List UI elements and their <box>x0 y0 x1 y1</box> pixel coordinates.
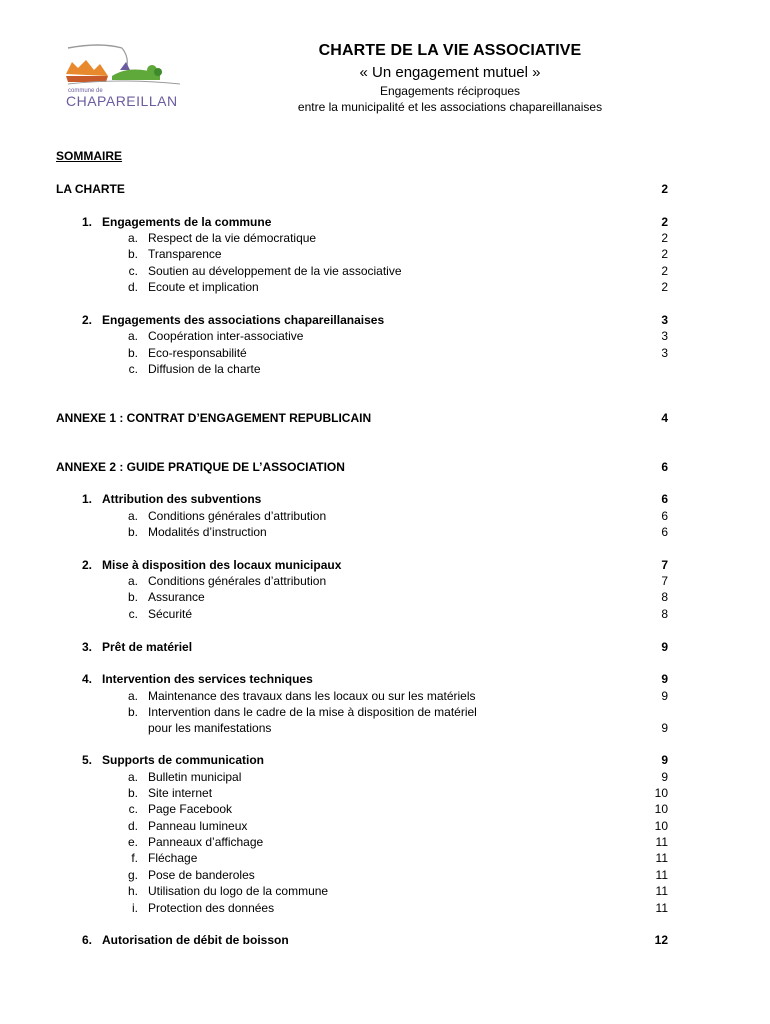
logo-name: CHAPAREILLAN <box>66 93 178 109</box>
toc-entry-label: Coopération inter-associative <box>148 329 304 343</box>
document-tagline-1: Engagements réciproques <box>379 84 521 98</box>
toc-entry <box>0 246 770 262</box>
toc-entry <box>0 459 770 475</box>
toc-entry-number: 5. <box>81 753 92 767</box>
toc-entry <box>0 720 770 736</box>
toc-entry <box>0 345 770 361</box>
document-title: CHARTE DE LA VIE ASSOCIATIVE <box>318 42 582 59</box>
toc-entry <box>0 573 770 589</box>
toc-entry-page: 6 <box>661 492 668 506</box>
toc-entry-page: 7 <box>661 558 668 572</box>
document-tagline-2: entre la municipalité et les associations chapareillanaises <box>297 100 603 114</box>
toc-entry <box>0 932 770 948</box>
toc-entry <box>0 867 770 883</box>
toc-entry-number: a. <box>127 231 138 245</box>
sommaire-heading: SOMMAIRE <box>56 149 122 163</box>
toc-entry-number: g. <box>127 868 138 882</box>
toc-entry-label: Respect de la vie démocratique <box>148 231 317 245</box>
toc-entry <box>0 639 770 655</box>
toc-entry <box>0 508 770 524</box>
toc-entry-label: Pose de banderoles <box>148 868 255 882</box>
toc-entry <box>0 410 770 426</box>
toc-entry <box>0 524 770 540</box>
toc-entry-page: 6 <box>661 460 668 474</box>
toc-entry-label: Prêt de matériel <box>102 640 193 654</box>
toc-entry-page: 3 <box>661 313 668 327</box>
toc-entry <box>0 883 770 899</box>
toc-entry <box>0 671 770 687</box>
toc-entry-number: 2. <box>81 558 92 572</box>
toc-entry-label: pour les manifestations <box>148 721 272 735</box>
toc-entry-page: 9 <box>661 753 668 767</box>
toc-entry <box>0 589 770 605</box>
toc-entry <box>0 214 770 230</box>
toc-entry-number: 1. <box>81 492 92 506</box>
toc-entry <box>0 491 770 507</box>
toc-entry-number: a. <box>127 770 138 784</box>
toc-entry-number: 6. <box>81 933 92 947</box>
toc-entry-label: Conditions générales d’attribution <box>148 574 327 588</box>
toc-entry-label: Diffusion de la charte <box>148 362 261 376</box>
toc-entry-page: 10 <box>654 802 668 816</box>
toc-entry-page: 8 <box>661 607 668 621</box>
toc-entry-page: 8 <box>661 590 668 604</box>
toc-entry-page: 12 <box>654 933 668 947</box>
toc-entry-label: Intervention dans le cadre de la mise à disposition de matériel <box>148 705 477 719</box>
toc-entry-number: d. <box>127 819 138 833</box>
toc-entry-number: a. <box>127 509 138 523</box>
toc-entry-page: 10 <box>654 819 668 833</box>
toc-entry-number: i. <box>132 901 138 915</box>
toc-entry-label: Ecoute et implication <box>148 280 259 294</box>
toc-entry-label: Modalités d’instruction <box>148 525 267 539</box>
toc-entry-label: Eco-responsabilité <box>148 346 247 360</box>
toc-entry-number: c. <box>128 362 138 376</box>
chapareillan-logo <box>60 40 200 112</box>
toc-entry-number: b. <box>127 346 138 360</box>
toc-entry-page: 11 <box>655 851 668 865</box>
toc-entry-number: a. <box>127 574 138 588</box>
toc-entry <box>0 230 770 246</box>
toc-entry-label: Bulletin municipal <box>148 770 242 784</box>
toc-entry <box>0 263 770 279</box>
toc-entry <box>0 279 770 295</box>
toc-entry-number: c. <box>128 264 138 278</box>
toc-entry-page: 11 <box>655 901 668 915</box>
toc-entry-label: Utilisation du logo de la commune <box>148 884 329 898</box>
toc-entry-number: c. <box>128 802 138 816</box>
toc-entry-page: 9 <box>661 640 668 654</box>
toc-entry-page: 9 <box>661 672 668 686</box>
toc-entry-label: Page Facebook <box>148 802 233 816</box>
toc-entry-label: Engagements de la commune <box>102 215 272 229</box>
toc-entry-label: Maintenance des travaux dans les locaux ou sur les matériels <box>148 689 476 703</box>
toc-entry-label: Attribution des subventions <box>102 492 262 506</box>
toc-entry-number: c. <box>128 607 138 621</box>
toc-entry-label: Fléchage <box>148 851 198 865</box>
toc-entry-page: 3 <box>661 329 668 343</box>
toc-entry-page: 2 <box>661 264 668 278</box>
toc-entry-page: 4 <box>661 411 668 425</box>
toc-entry-number: a. <box>127 689 138 703</box>
toc-entry-label: Sécurité <box>148 607 193 621</box>
toc-entry-number: b. <box>127 525 138 539</box>
toc-entry <box>0 606 770 622</box>
toc-entry-page: 11 <box>655 835 668 849</box>
toc-entry-page: 10 <box>654 786 668 800</box>
toc-entry-label: Panneaux d’affichage <box>148 835 264 849</box>
toc-entry-label: Panneau lumineux <box>148 819 248 833</box>
toc-entry <box>0 769 770 785</box>
logo-caption: commune de <box>68 88 103 94</box>
toc-entry-label: Assurance <box>148 590 205 604</box>
toc-entry-label: Conditions générales d’attribution <box>148 509 327 523</box>
toc-entry <box>0 557 770 573</box>
toc-entry <box>0 688 770 704</box>
toc-entry-number: b. <box>127 705 138 719</box>
toc-entry-label: Soutien au développement de la vie associative <box>148 264 402 278</box>
toc-entry-number: h. <box>127 884 138 898</box>
toc-entry <box>0 900 770 916</box>
toc-entry-number: f. <box>131 851 138 865</box>
toc-entry-label: Engagements des associations chapareillanaises <box>102 313 385 327</box>
toc-entry-label: Intervention des services techniques <box>102 672 313 686</box>
toc-entry-number: d. <box>127 280 138 294</box>
toc-entry-page: 3 <box>661 346 668 360</box>
toc-entry-page: 2 <box>661 280 668 294</box>
toc-entry <box>0 704 770 720</box>
toc-entry-number: b. <box>127 590 138 604</box>
toc-entry-label: Mise à disposition des locaux municipaux <box>102 558 342 572</box>
toc-entry <box>0 328 770 344</box>
toc-entry <box>0 181 770 197</box>
toc-entry-page: 2 <box>661 247 668 261</box>
toc-entry-page: 9 <box>661 689 668 703</box>
toc-entry-page: 11 <box>655 868 668 882</box>
document-subtitle: « Un engagement mutuel » <box>359 64 541 81</box>
toc-entry <box>0 785 770 801</box>
toc-entry-label: Protection des données <box>148 901 275 915</box>
toc-entry-number: a. <box>127 329 138 343</box>
toc-entry-page: 6 <box>661 525 668 539</box>
toc-entry-label: ANNEXE 1 : CONTRAT D’ENGAGEMENT REPUBLICAIN <box>56 411 372 425</box>
toc-entry <box>0 312 770 328</box>
toc-entry-number: 1. <box>81 215 92 229</box>
toc-entry-number: 4. <box>81 672 92 686</box>
toc-entry-page: 9 <box>661 770 668 784</box>
toc-entry-page: 9 <box>661 721 668 735</box>
toc-entry-page: 2 <box>661 215 668 229</box>
toc-entry-number: 2. <box>81 313 92 327</box>
toc-entry-label: LA CHARTE <box>56 182 125 196</box>
toc-entry <box>0 752 770 768</box>
toc-entry <box>0 801 770 817</box>
toc-entry-number: e. <box>127 835 138 849</box>
toc-entry-page: 7 <box>661 574 668 588</box>
toc-entry-page: 2 <box>661 182 668 196</box>
toc-entry-page: 6 <box>661 509 668 523</box>
toc-entry-label: Site internet <box>148 786 213 800</box>
toc-entry <box>0 818 770 834</box>
toc-entry-page: 11 <box>655 884 668 898</box>
toc-entry-label: Autorisation de débit de boisson <box>102 933 289 947</box>
toc-entry <box>0 361 770 377</box>
toc-entry-page: 2 <box>661 231 668 245</box>
toc-entry-number: 3. <box>81 640 92 654</box>
toc-entry <box>0 850 770 866</box>
toc-entry <box>0 834 770 850</box>
toc-entry-label: Supports de communication <box>102 753 265 767</box>
toc-entry-number: b. <box>127 786 138 800</box>
toc-entry-label: Transparence <box>148 247 222 261</box>
toc-entry-label: ANNEXE 2 : GUIDE PRATIQUE DE L’ASSOCIATION <box>56 460 345 474</box>
toc-entry-number: b. <box>127 247 138 261</box>
